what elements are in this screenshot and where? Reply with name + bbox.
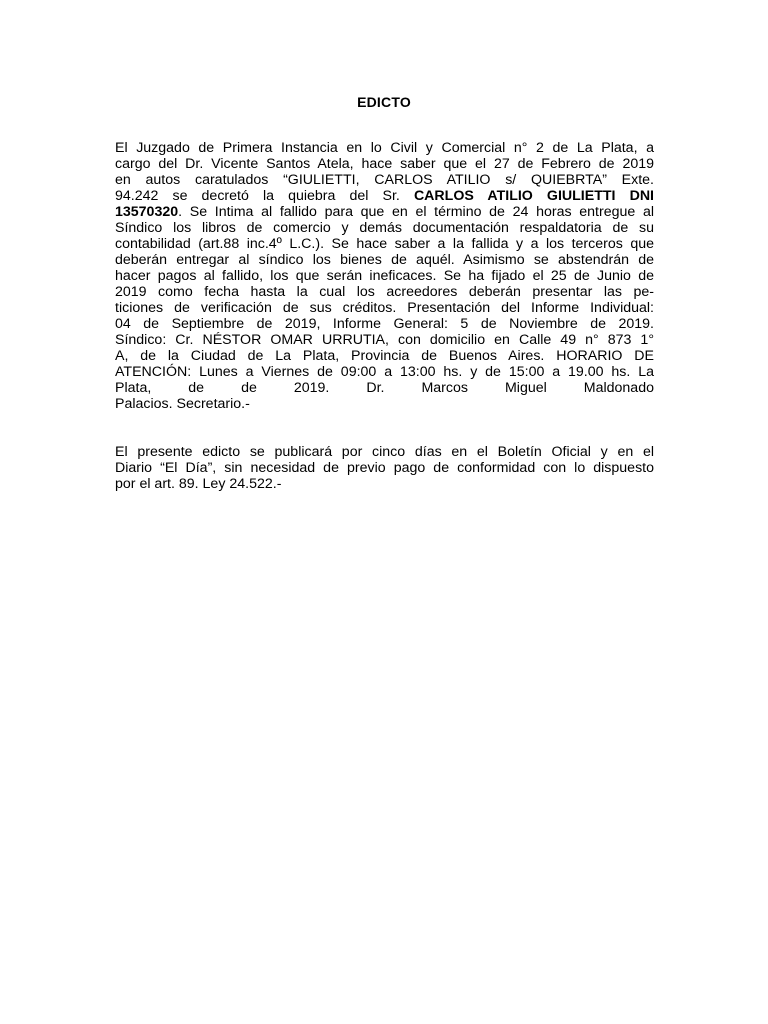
text-line: Palacios. Secretario.- bbox=[115, 396, 250, 412]
text-line: Síndico los libros de comercio y demás documentación respaldatoria de su bbox=[115, 220, 654, 236]
text-line: cargo del Dr. Vicente Santos Atela, hace saber que el 27 de Febrero de 2019 bbox=[115, 156, 654, 172]
text-line bbox=[115, 380, 654, 396]
bold-defendant-name: CARLOS ATILIO GIULIETTI DNI bbox=[413, 188, 654, 204]
text-line: Síndico: Cr. NÉSTOR OMAR URRUTIA, con domicilio en Calle 49 n° 873 1° bbox=[115, 332, 654, 348]
text-line: El presente edicto se publicará por cinco días en el Boletín Oficial y en el bbox=[115, 444, 654, 460]
text-line: Diario “El Día”, sin necesidad de previo pago de conformidad con lo dispuesto bbox=[115, 460, 654, 476]
text-span: 94.242 se decretó la quiebra del Sr. bbox=[115, 188, 400, 204]
document-title: EDICTO bbox=[357, 94, 411, 110]
text-span: . Se Intima al fallido para que en el término de 24 horas entregue al bbox=[178, 204, 654, 220]
text-line: contabilidad (art.88 inc.4º L.C.). Se hace saber a la fallida y a los terceros que bbox=[115, 236, 654, 252]
text-line: 04 de Septiembre de 2019, Informe General: 5 de Noviembre de 2019. bbox=[115, 316, 654, 332]
text-line: 2019 como fecha hasta la cual los acreedores deberán presentar las pe- bbox=[115, 284, 654, 300]
text-span: de bbox=[188, 380, 205, 396]
text-line: hacer pagos al fallido, los que serán ineficaces. Se ha fijado el 25 de Junio de bbox=[115, 268, 654, 284]
bold-dni-number: 13570320 bbox=[115, 204, 179, 220]
text-line: deberán entregar al síndico los bienes de aquél. Asimismo se abstendrán de bbox=[115, 252, 654, 268]
text-line: A, de la Ciudad de La Plata, Provincia de Buenos Aires. HORARIO DE bbox=[115, 348, 654, 364]
text-span: Plata, bbox=[115, 380, 152, 396]
text-span: de 2019. Dr. Marcos Miguel Maldonado bbox=[241, 380, 654, 396]
text-line bbox=[115, 188, 654, 204]
text-line: El Juzgado de Primera Instancia en lo Civil y Comercial n° 2 de La Plata, a bbox=[115, 140, 654, 156]
text-line: en autos caratulados “GIULIETTI, CARLOS ATILIO s/ QUIEBRTA” Exte. bbox=[115, 172, 654, 188]
text-line bbox=[115, 204, 654, 220]
text-line: por el art. 89. Ley 24.522.- bbox=[115, 476, 282, 492]
text-line: ATENCIÓN: Lunes a Viernes de 09:00 a 13:00 hs. y de 15:00 a 19.00 hs. La bbox=[115, 364, 654, 380]
text-line: ticiones de verificación de sus créditos. Presentación del Informe Individual: bbox=[115, 300, 654, 316]
